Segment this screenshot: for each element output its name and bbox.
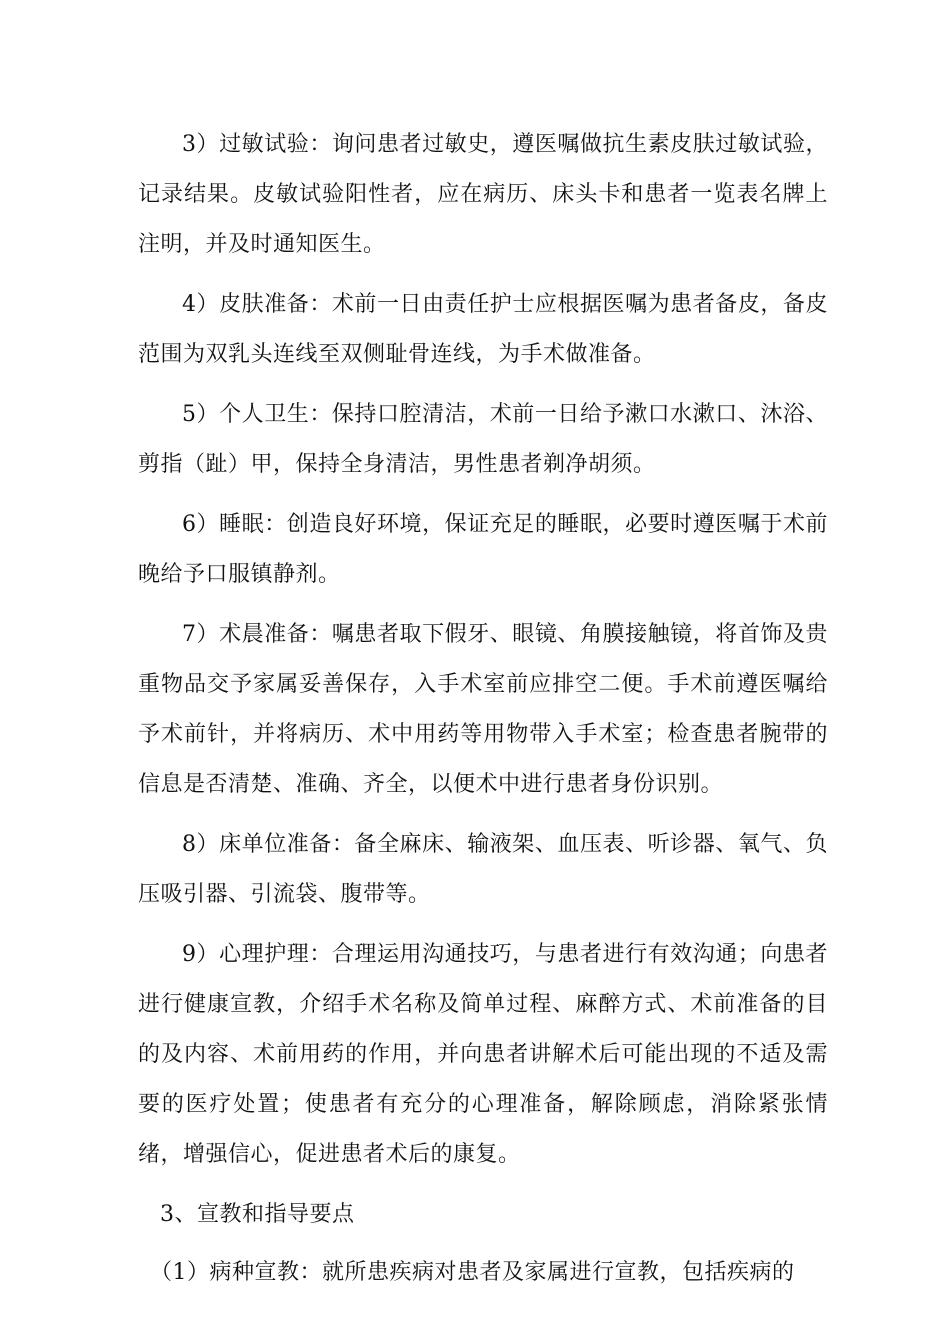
paragraph-bed-unit-preparation: 8）床单位准备：备全麻床、输液架、血压表、听诊器、氧气、负压吸引器、引流袋、腹带等。 bbox=[138, 832, 828, 907]
paragraph-personal-hygiene: 5）个人卫生：保持口腔清洁，术前一日给予漱口水漱口、沐浴、剪指（趾）甲，保持全身清洁，男性患者剃净胡须。 bbox=[138, 402, 828, 477]
paragraph-sleep: 6）睡眠：创造良好环境，保证充足的睡眠，必要时遵医嘱于术前晚给予口服镇静剂。 bbox=[138, 512, 828, 587]
paragraph-disease-education: （1）病种宣教：就所患疾病对患者及家属进行宣教，包括疾病的 bbox=[150, 1260, 795, 1285]
section-heading: 3、宣教和指导要点 bbox=[160, 1202, 355, 1227]
paragraph-morning-preparation: 7）术晨准备：嘱患者取下假牙、眼镜、角膜接触镜，将首饰及贵重物品交予家属妥善保存，入手术室前应排空二便。手术前遵医嘱给予术前针，并将病历、术中用药等用物带入手术室；检查患者腕带的信息是否清楚、准确、齐全，以便术中进行患者身份识别。 bbox=[138, 622, 828, 797]
document-body bbox=[138, 120, 828, 1308]
paragraph-allergy-test: 3）过敏试验：询问患者过敏史，遵医嘱做抗生素皮肤过敏试验，记录结果。皮敏试验阳性者，应在病历、床头卡和患者一览表名牌上注明，并及时通知医生。 bbox=[138, 132, 828, 257]
paragraph-skin-preparation: 4）皮肤准备：术前一日由责任护士应根据医嘱为患者备皮，备皮范围为双乳头连线至双侧耻骨连线，为手术做准备。 bbox=[138, 292, 828, 367]
paragraph-psychological-care: 9）心理护理：合理运用沟通技巧，与患者进行有效沟通；向患者进行健康宣教，介绍手术名称及简单过程、麻醉方式、术前准备的目的及内容、术前用药的作用，并向患者讲解术后可能出现的不适及需要的医疗处置；使患者有充分的心理准备，解除顾虑，消除紧张情绪，增强信心，促进患者术后的康复。 bbox=[138, 942, 828, 1167]
